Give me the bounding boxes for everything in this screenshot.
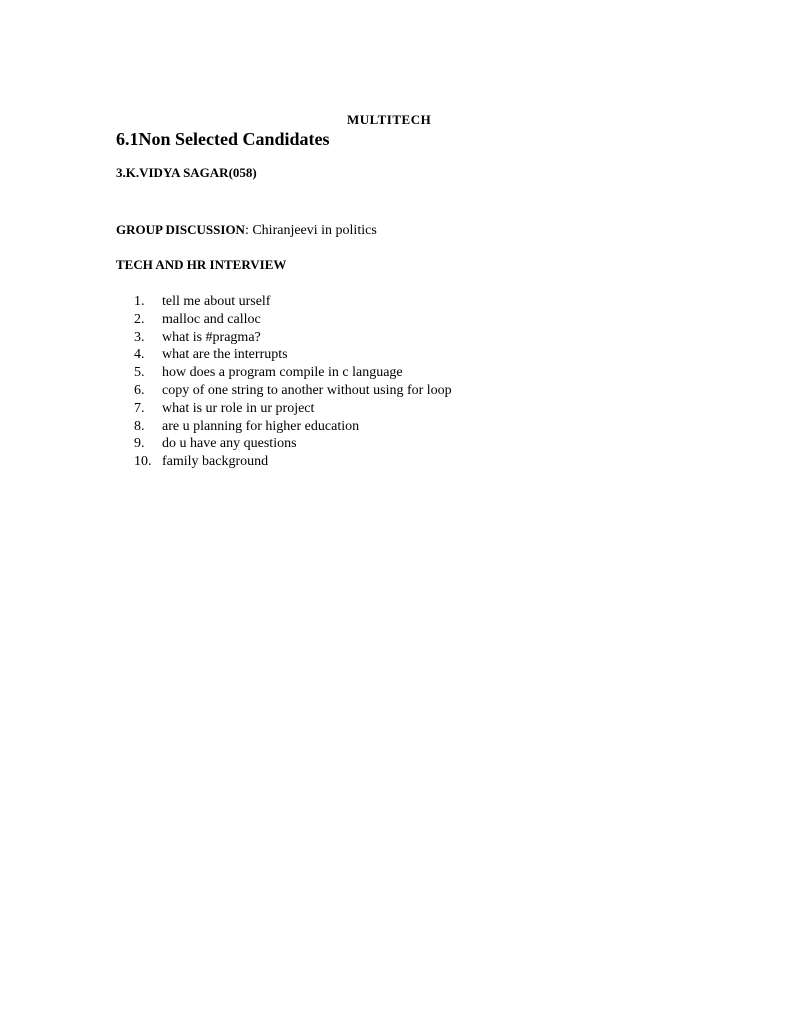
item-text: what is ur role in ur project <box>162 400 315 416</box>
list-item <box>134 293 452 311</box>
item-number: 1. <box>134 294 145 309</box>
list-item <box>134 382 452 400</box>
item-number: 7. <box>134 400 145 416</box>
section-title: 6.1Non Selected Candidates <box>116 129 330 149</box>
item-number: 3. <box>134 329 145 345</box>
list-item <box>134 329 452 347</box>
item-text: malloc and calloc <box>162 311 261 327</box>
item-text: what is #pragma? <box>162 329 261 345</box>
item-text: copy of one string to another without using for loop <box>162 382 452 398</box>
group-discussion-separator: : <box>244 223 253 238</box>
item-number: 10. <box>134 454 152 470</box>
question-list <box>134 293 452 471</box>
group-discussion-line <box>116 222 377 239</box>
item-text: how does a program compile in c language <box>162 365 403 381</box>
item-text: tell me about urself <box>162 294 271 309</box>
interview-title: TECH AND HR INTERVIEW <box>116 257 287 272</box>
group-discussion-label: GROUP DISCUSSION <box>116 222 245 237</box>
item-number: 9. <box>134 436 145 452</box>
item-number: 6. <box>134 382 145 398</box>
list-item <box>134 453 452 471</box>
group-discussion-topic: Chiranjeevi in politics <box>252 223 377 238</box>
item-number: 2. <box>134 311 145 327</box>
list-item <box>134 435 452 453</box>
item-number: 4. <box>134 347 145 363</box>
item-text: family background <box>162 454 269 470</box>
list-item <box>134 418 452 436</box>
item-text: what are the interrupts <box>162 347 288 363</box>
list-item <box>134 400 452 418</box>
list-item <box>134 346 452 364</box>
item-number: 5. <box>134 365 145 381</box>
item-text: do u have any questions <box>162 436 297 452</box>
item-text: are u planning for higher education <box>162 418 360 434</box>
list-item <box>134 311 452 329</box>
candidate-name: 3.K.VIDYA SAGAR(058) <box>116 165 257 180</box>
list-item <box>134 364 452 382</box>
item-number: 8. <box>134 418 145 434</box>
company-name: MULTITECH <box>347 112 432 127</box>
